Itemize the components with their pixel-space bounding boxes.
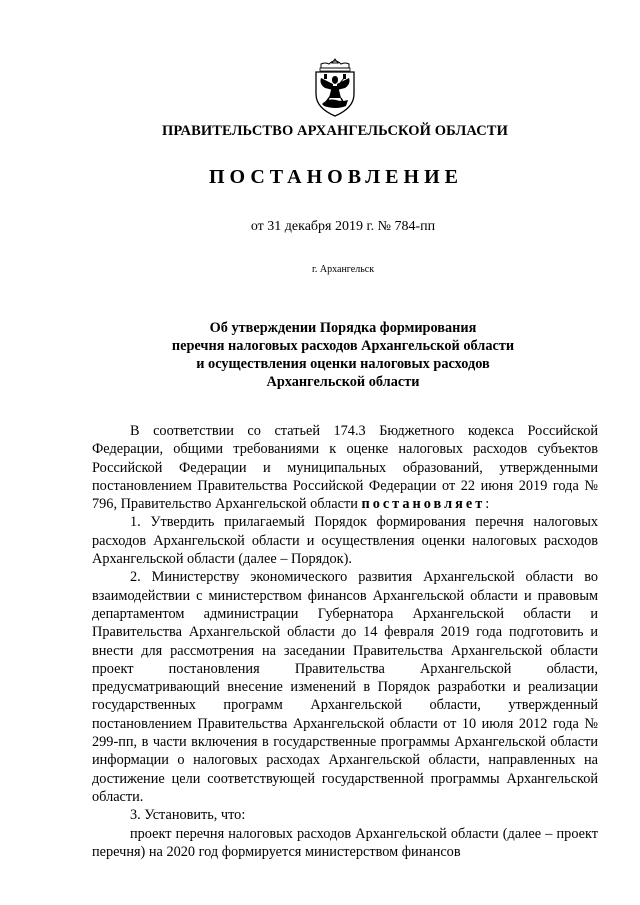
- item-paragraph: 1. Утвердить прилагаемый Порядок формирования перечня налоговых расходов Архангельской области и осуществления оценки налоговых расходов Архангельской области (далее – Порядок).: [92, 514, 598, 568]
- subject-line: Архангельской области: [266, 374, 420, 390]
- subject-line: перечня налоговых расходов Архангельской области: [171, 338, 515, 354]
- subject-line: Об утверждении Порядка формирования: [209, 320, 477, 336]
- intro-paragraph: [92, 422, 598, 513]
- intro-text: В соответствии со статьей 174.3 Бюджетного кодекса Российской Федерации, общими требованиями к оценке налоговых расходов субъектов Российской Федерации и муниципальных образований, утвержденными постановлением Правительства Российской Федерации от 22 июня 2019 года № 796, Правительство Архангельской области: [92, 423, 598, 513]
- document-type: ПОСТАНОВЛЕНИЕ: [209, 166, 463, 188]
- item-paragraph: 2. Министерству экономического развития Архангельской области во взаимодействии с министерством финансов Архангельской области и правовым департаментом администрации Губернатора Архангельской области и Правительства Архангельской области до 14 февраля 2019 года подготовить и внести для рассмотрения на заседании Правительства Архангельской области проект постановления Правительства Архангельской области, предусматривающий внесение изменений в Порядок разработки и реализации государственных программ Архангельской области, утвержденный постановлением Правительства Архангельской области от 10 июля 2012 года № 299-пп, в части включения в государственные программы Архангельской области информации о налоговых расходах Архангельской области, направленных на достижение цели соответствующей государственной программы Архангельской области.: [92, 569, 598, 805]
- decree-word: постановляет: [361, 496, 486, 513]
- arkhangelsk-coat-of-arms-icon: [311, 58, 359, 118]
- item-paragraph: 3. Установить, что:: [130, 807, 246, 824]
- document-city: г. Архангельск: [311, 264, 375, 275]
- subject-line: и осуществления оценки налоговых расходов: [196, 356, 490, 372]
- document-body: [92, 422, 598, 861]
- item-paragraph: проект перечня налоговых расходов Архангельской области (далее – проект перечня) на 2020 год формируется министерством финансов: [92, 825, 598, 860]
- government-title: ПРАВИТЕЛЬСТВО АРХАНГЕЛЬСКОЙ ОБЛАСТИ: [162, 123, 508, 139]
- decree-colon: :: [485, 496, 490, 513]
- document-subject: [100, 319, 586, 391]
- document-date-number: от 31 декабря 2019 г. № 784-пп: [250, 219, 436, 234]
